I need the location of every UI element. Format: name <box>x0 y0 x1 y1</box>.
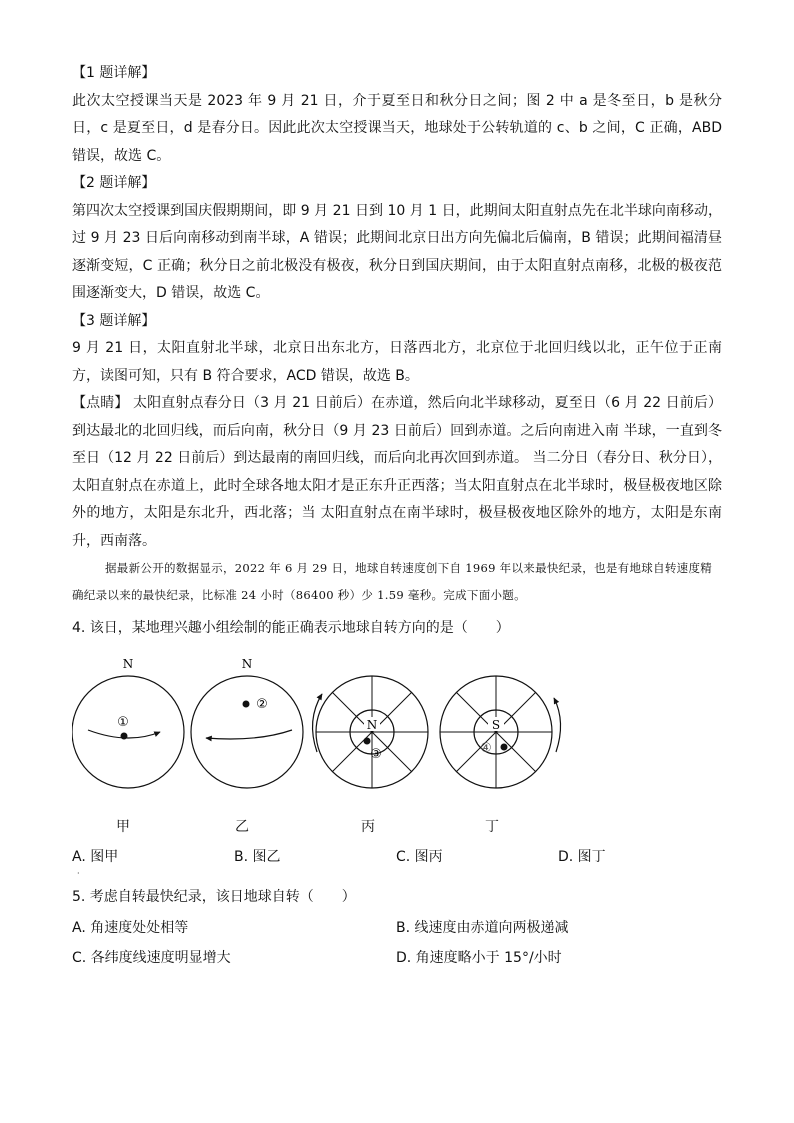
south-pole-label-ding: S <box>491 718 501 732</box>
q4-option-d[interactable]: D. 图丁 <box>558 849 606 865</box>
diagram-bing <box>313 676 428 788</box>
q5-option-b[interactable]: B. 线速度由赤道向两极递减 <box>396 920 569 936</box>
tip-paragraph <box>72 390 722 555</box>
point-dot-yi <box>243 701 250 708</box>
section-heading-2: 【2 题详解】 <box>72 175 156 191</box>
point-dot-jia <box>121 733 128 740</box>
globe-circle-jia <box>72 676 184 788</box>
north-pole-label-bing: N <box>366 718 378 732</box>
intro-paragraph: 据最新公开的数据显示，2022 年 6 月 29 日，地球自转速度创下自 1969 年以来最快纪录，也是有地球自转速度精确纪录以来的最快纪录，比标准 24 小时（86400 秒）少 1.59 毫秒。完成下面小题。 <box>72 561 713 602</box>
question-5-stem: 5. 考虑自转最快纪录，该日地球自转（ ） <box>72 889 356 905</box>
q4-option-a[interactable]: A. 图甲 <box>72 849 119 865</box>
diagram-yi <box>191 657 303 788</box>
q5-option-a[interactable]: A. 角速度处处相等 <box>72 920 189 936</box>
rotation-diagrams <box>72 648 632 816</box>
q4-option-c[interactable]: C. 图丙 <box>396 849 443 865</box>
figure-captions <box>72 816 722 842</box>
caption-ding: 丁 <box>485 819 499 835</box>
stray-dot: · <box>77 869 80 878</box>
page <box>72 60 722 975</box>
north-label-jia: N <box>122 657 134 671</box>
rotation-arrow-yi <box>206 730 292 739</box>
point-dot-ding <box>501 744 508 751</box>
point-dot-bing <box>364 738 371 745</box>
mark-1: ① <box>117 715 129 730</box>
rotation-figure <box>72 648 722 816</box>
rotation-arrow-ding <box>554 698 561 752</box>
section-heading-1: 【1 题详解】 <box>72 65 156 81</box>
tip-body: 太阳直射点春分日（3 月 21 日前后）在赤道，然后向北半球移动，夏至日（6 月 22 日前后）到达最北的北回归线，而后向南，秋分日（9 月 23 日前后）回到赤道。之后向南进入南 半球，一直到冬至日（12 月 22 日前后）到达最南的南回归线，而后向北再次回到赤道。 当二分日（春分日、秋分日），太阳直射点在赤道上，此时全球各地太阳才是正东升正西落；当太阳直射点在北半球时，极昼极夜地区除外的地方，太阳是东北升，西北落；当 太阳直射点在南半球时，极昼极夜地区除外的地方，太阳是东南升，西南落。 <box>72 395 723 549</box>
section-body-2: 第四次太空授课到国庆假期期间，即 9 月 21 日到 10 月 1 日，此期间太阳直射点先在北半球向南移动，过 9 月 23 日后向南移动到南半球，A 错误；此期间北京日出方向先偏北后偏南，B 错误；此期间福清昼逐渐变短，C 正确；秋分日之前北极没有极夜，秋分日到国庆期间，由于太阳直射点南移，北极的极夜范围逐渐变大，D 错误，故选 C。 <box>72 202 722 301</box>
mark-4: ④ <box>480 741 492 756</box>
north-label-yi: N <box>241 657 253 671</box>
question-4-options <box>72 846 722 878</box>
question-5-options <box>72 915 722 975</box>
tip-label: 【点睛】 <box>72 395 129 411</box>
caption-jia: 甲 <box>116 819 130 835</box>
caption-bing: 丙 <box>361 819 375 835</box>
caption-yi: 乙 <box>235 819 249 835</box>
section-body-3: 9 月 21 日，太阳直射北半球，北京日出东北方，日落西北方，北京位于北回归线以北，正午位于正南方，读图可知，只有 B 符合要求，ACD 错误，故选 B。 <box>72 340 722 384</box>
diagram-ding <box>440 676 561 788</box>
q4-option-b[interactable]: B. 图乙 <box>234 849 281 865</box>
section-body-1: 此次太空授课当天是 2023 年 9 月 21 日，介于夏至日和秋分日之间；图 2 中 a 是冬至日，b 是秋分日，c 是夏至日，d 是春分日。因此此次太空授课当天，地球处于公转轨道的 c、b 之间，C 正确，ABD 错误，故选 C。 <box>72 92 722 164</box>
q5-option-c[interactable]: C. 各纬度线速度明显增大 <box>72 950 231 966</box>
mark-2: ② <box>256 697 268 712</box>
diagram-jia <box>72 657 184 788</box>
section-heading-3: 【3 题详解】 <box>72 312 156 329</box>
mark-3: ③ <box>370 747 382 762</box>
question-4-stem: 4. 该日，某地理兴趣小组绘制的能正确表示地球自转方向的是（ ） <box>72 620 510 636</box>
q5-option-d[interactable]: D. 角速度略小于 15°/小时 <box>396 950 562 966</box>
